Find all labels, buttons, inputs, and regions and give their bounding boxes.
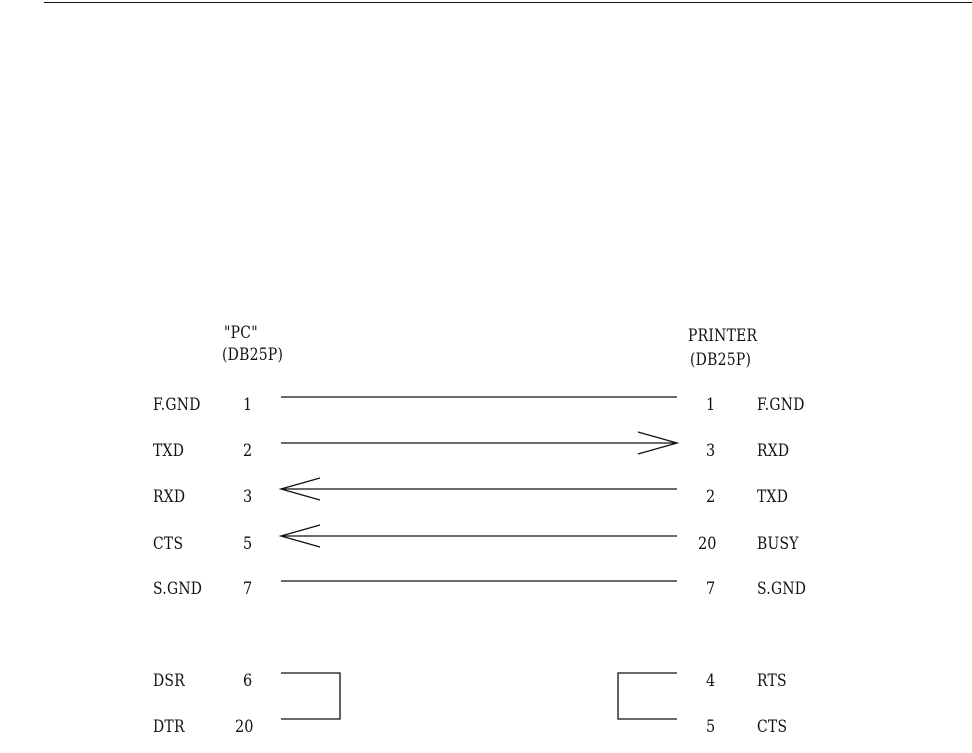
left-pin-number: 1: [243, 395, 253, 415]
right-connector-name: PRINTER: [688, 326, 758, 346]
left-pin-number: 3: [243, 487, 253, 507]
right-signal-label: S.GND: [757, 579, 807, 599]
right-loopback-signal: RTS: [757, 671, 787, 691]
left-signal-label: TXD: [153, 441, 185, 461]
left-signal-label: CTS: [153, 534, 184, 554]
right-pin-number: 20: [698, 534, 717, 554]
right-signal-label: F.GND: [757, 395, 805, 415]
left-connector-name: "PC": [224, 323, 258, 343]
left-loopback-wire: [281, 673, 340, 719]
left-loopback-pin: 20: [235, 717, 254, 737]
right-signal-label: RXD: [757, 441, 790, 461]
left-signal-label: F.GND: [153, 395, 201, 415]
right-loopback-signal: CTS: [757, 717, 788, 737]
left-loopback-signal: DTR: [153, 717, 185, 737]
right-loopback-pin: 5: [706, 717, 716, 737]
right-pin-number: 3: [706, 441, 716, 461]
left-signal-label: RXD: [153, 487, 186, 507]
left-pin-number: 2: [243, 441, 253, 461]
right-loopback-pin: 4: [706, 671, 716, 691]
left-pin-number: 7: [243, 579, 253, 599]
right-pin-number: 7: [706, 579, 716, 599]
left-signal-label: S.GND: [153, 579, 203, 599]
left-loopback-pin: 6: [243, 671, 253, 691]
left-connector-type: (DB25P): [222, 345, 284, 365]
right-connector-type: (DB25P): [690, 350, 752, 370]
right-signal-label: BUSY: [757, 534, 799, 554]
left-loopback-signal: DSR: [153, 671, 185, 691]
right-loopback-wire: [618, 673, 677, 719]
right-signal-label: TXD: [757, 487, 789, 507]
left-pin-number: 5: [243, 534, 253, 554]
right-pin-number: 1: [706, 395, 716, 415]
right-pin-number: 2: [706, 487, 716, 507]
